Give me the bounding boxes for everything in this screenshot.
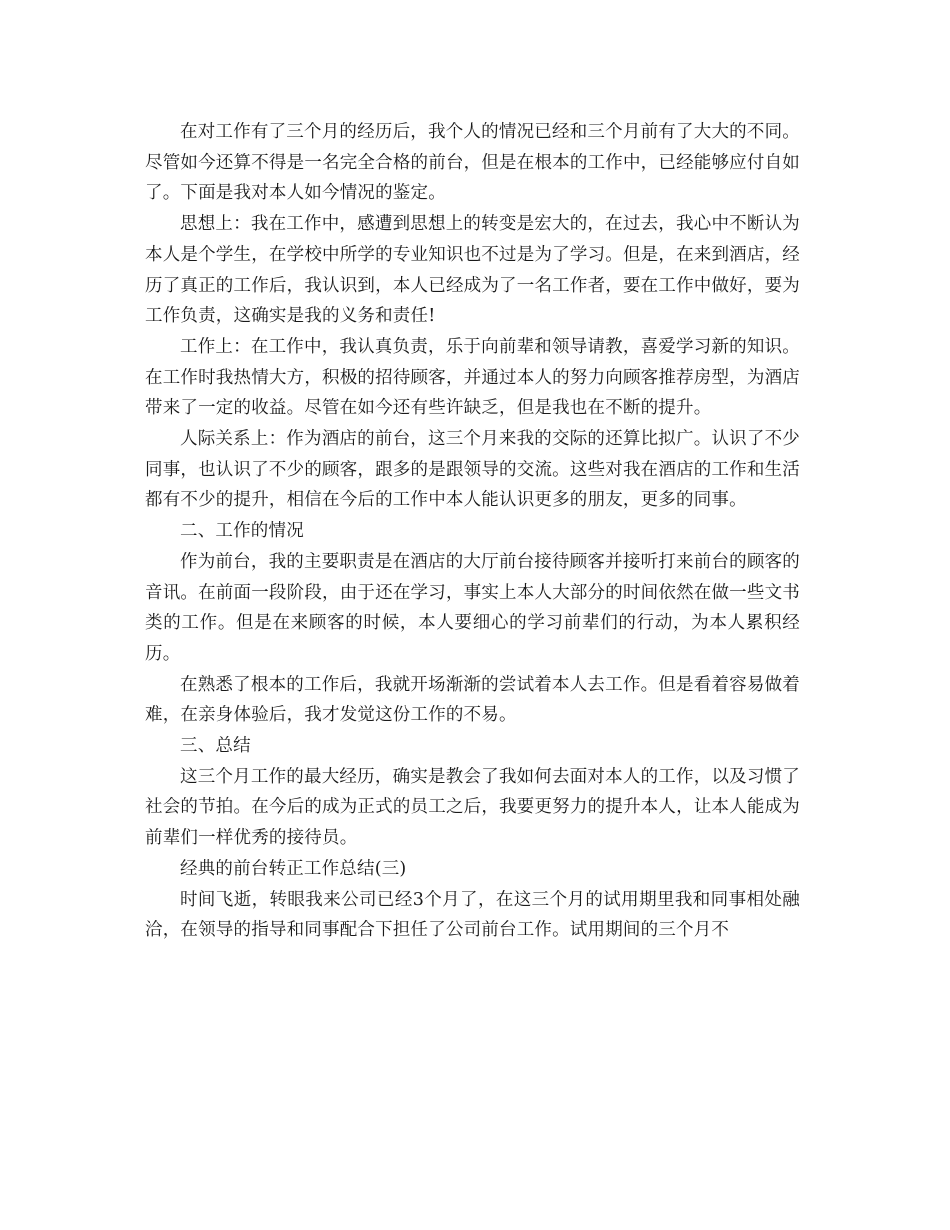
section-heading-summary: 三、总结 [180, 736, 251, 757]
intro-paragraph: 在对工作有了三个月的经历后，我个人的情况已经和三个月前有了大大的不同。尽管如今还算不得是一名完全合格的前台，但是在根本的工作中，已经能够应付自如了。下面是我对本人如今情况的鉴定。 [145, 122, 800, 204]
document-body [145, 117, 800, 946]
thought-paragraph: 思想上：我在工作中，感遭到思想上的转变是宏大的，在过去，我心中不断认为本人是个学生，在学校中所学的专业知识也不过是为了学习。但是，在来到酒店，经历了真正的工作后，我认识到，本人已经成为了一名工作者，要在工作中做好，要为工作负责，这确实是我的义务和责任! [145, 214, 800, 327]
section-heading-work-situation: 二、工作的情况 [180, 521, 304, 542]
work-paragraph: 工作上：在工作中，我认真负责，乐于向前辈和领导请教，喜爱学习新的知识。在工作时我热情大方，积极的招待顾客，并通过本人的努力向顾客推荐房型，为酒店带来了一定的收益。尽管在如今还有些许缺乏，但是我也在不断的提升。 [145, 336, 800, 419]
duties-paragraph: 作为前台，我的主要职责是在酒店的大厅前台接待顾客并接听打来前台的顾客的音讯。在前面一段阶段，由于还在学习，事实上本人大部分的时间依然在做一些文书类的工作。但是在来顾客的时候，本人要细心的学习前辈们的行动，为本人累积经历。 [145, 551, 800, 664]
familiarization-paragraph: 在熟悉了根本的工作后，我就开场渐渐的尝试着本人去工作。但是看着容易做着难，在亲身体验后，我才发觉这份工作的不易。 [145, 674, 800, 726]
summary-paragraph: 这三个月工作的最大经历，确实是教会了我如何去面对本人的工作，以及习惯了社会的节拍。在今后的成为正式的员工之后，我要更努力的提升本人，让本人能成为前辈们一样优秀的接待员。 [145, 766, 800, 849]
relationships-paragraph: 人际关系上：作为酒店的前台，这三个月来我的交际的还算比拟广。认识了不少同事，也认识了不少的顾客，跟多的是跟领导的交流。这些对我在酒店的工作和生活都有不少的提升，相信在今后的工作中本人能认识更多的朋友，更多的同事。 [145, 429, 800, 511]
article-title-three: 经典的前台转正工作总结(三) [180, 858, 407, 879]
closing-paragraph: 时间飞逝，转眼我来公司已经3个月了，在这三个月的试用期里我和同事相处融洽，在领导的指导和同事配合下担任了公司前台工作。试用期间的三个月不 [145, 889, 800, 941]
